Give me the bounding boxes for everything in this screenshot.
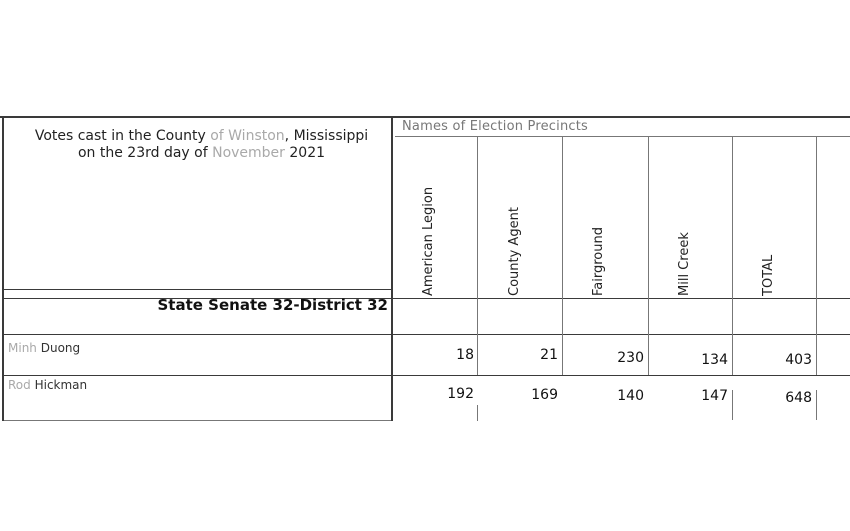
precincts-group-title: Names of Election Precincts: [402, 119, 589, 134]
candidate-last-name: Duong: [36, 341, 81, 355]
column-header-fairground: Fairground: [591, 227, 606, 296]
top-border: [0, 116, 850, 118]
header-line1-text: Votes cast in the County: [34, 128, 211, 144]
candidate-name: [8, 341, 80, 355]
column-header-american-legion: American Legion: [421, 186, 436, 296]
header-county-name: of Winston: [210, 128, 285, 144]
candidate-last-name: Hickman: [30, 378, 88, 392]
race-header-top-rule: [2, 289, 392, 290]
row-2-divider-5: [816, 390, 817, 420]
vote-count: 21: [540, 347, 558, 363]
race-title: State Senate 32-District 32: [157, 296, 388, 314]
col-divider-5: [816, 137, 817, 375]
county-date-header: [14, 128, 389, 162]
col-divider-1: [477, 137, 478, 375]
candidate-first-name: Rod: [8, 378, 31, 392]
left-border: [2, 116, 4, 421]
row-1-bottom-rule: [2, 375, 850, 376]
header-year: 2021: [284, 145, 326, 161]
candidate-first-name: Minh: [8, 341, 37, 355]
col-divider-4: [732, 137, 733, 375]
column-header-mill-creek: Mill Creek: [677, 232, 692, 296]
row-2-divider-1: [477, 405, 478, 421]
row-2-divider-4: [732, 390, 733, 420]
col-divider-2: [562, 137, 563, 375]
vote-count: 147: [701, 388, 728, 404]
label-column-divider: [391, 116, 393, 421]
vote-count: 134: [701, 352, 728, 368]
vote-count: 169: [531, 387, 558, 403]
precinct-title-rule: [395, 136, 850, 137]
vote-count: 192: [447, 386, 474, 402]
header-state-text: , Mississippi: [284, 128, 369, 144]
vote-count: 140: [617, 388, 644, 404]
vote-count: 18: [456, 347, 474, 363]
header-line2-text: on the 23rd day of: [77, 145, 213, 161]
vote-count-total: 403: [785, 352, 812, 368]
col-divider-3: [648, 137, 649, 375]
race-title-bottom-rule: [2, 334, 850, 335]
header-month: November: [212, 145, 285, 161]
column-header-county-agent: County Agent: [507, 207, 522, 296]
vote-count: 230: [617, 350, 644, 366]
candidate-name: [8, 378, 87, 392]
row-2-bottom-rule: [2, 420, 392, 421]
column-header-total: TOTAL: [761, 254, 776, 296]
vote-count-total: 648: [785, 390, 812, 406]
